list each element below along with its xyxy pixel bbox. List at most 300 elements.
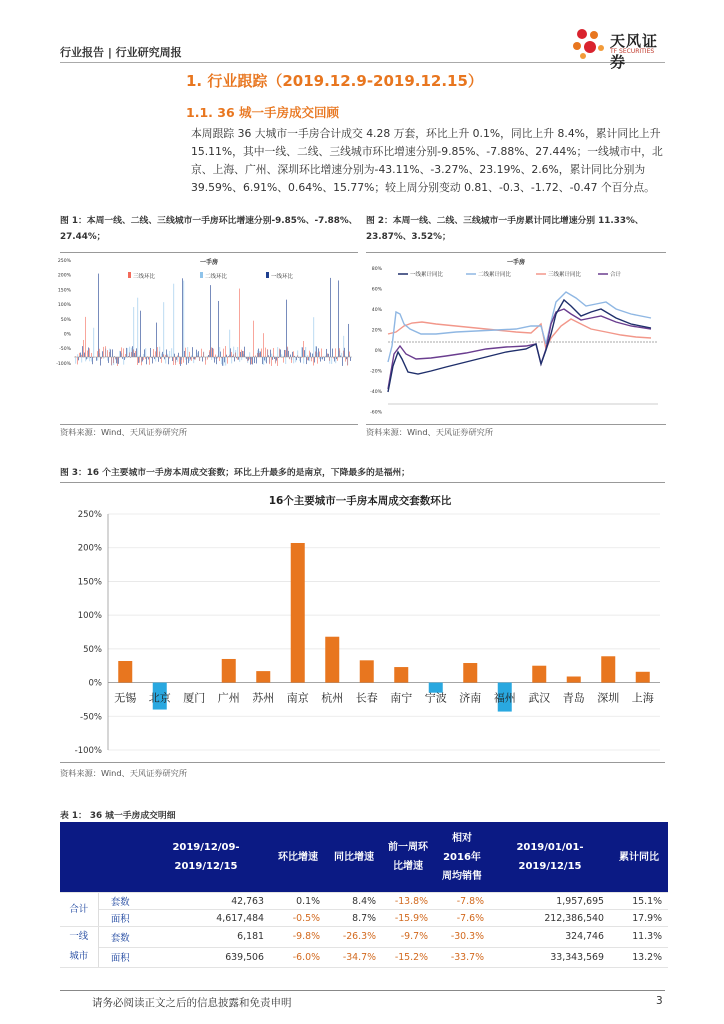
bar-苏州 — [256, 671, 270, 682]
fig1-bar — [335, 348, 336, 357]
x-tick-label: 杭州 — [321, 691, 344, 705]
fig1-bar — [284, 350, 285, 357]
fig1-bar — [149, 357, 150, 365]
table-header-cell: 前一周环比增速 — [382, 822, 434, 893]
transaction-table — [60, 822, 668, 968]
fig1-bar — [286, 357, 287, 364]
y-tick-label: -50% — [59, 347, 71, 353]
fig1-bar — [98, 357, 99, 361]
fig1-bar — [307, 357, 308, 360]
y-tick-label: 150% — [77, 577, 102, 588]
fig1-bar — [124, 357, 125, 360]
fig1-bar — [82, 357, 83, 362]
y-tick-label: -20% — [370, 369, 382, 375]
y-tick-label: 150% — [57, 288, 71, 294]
fig1-bar — [88, 357, 89, 359]
table-cell: -0.5% — [270, 910, 326, 927]
legend-label: 三线累计同比 — [548, 272, 582, 278]
table-row-label: 套数 — [98, 893, 142, 910]
fig1-bar — [206, 357, 207, 360]
table-cell: 212,386,540 — [490, 910, 610, 927]
fig1-bar — [165, 355, 166, 357]
fig1-bar — [302, 347, 303, 357]
fig1-bar — [344, 348, 345, 357]
fig1-bar — [97, 351, 98, 357]
fig1-bar — [200, 357, 201, 361]
table-cell: -7.8% — [434, 893, 490, 910]
fig1-bar — [261, 349, 262, 357]
fig1-bar — [264, 357, 265, 360]
fig2-title: 一手房 — [506, 259, 526, 266]
figure3-bottom-rule — [60, 762, 665, 763]
fig1-bar — [250, 357, 251, 365]
figure1-bottom-rule — [60, 424, 358, 425]
fig1-bar — [170, 351, 171, 357]
fig1-bar — [182, 278, 183, 357]
fig1-bar — [207, 357, 208, 360]
figure2-source: 资料来源：Wind、天风证券研究所 — [366, 427, 494, 437]
fig1-bar — [270, 357, 271, 363]
fig1-bar — [140, 311, 141, 357]
y-tick-label: 0% — [88, 678, 102, 689]
x-tick-label: 无锡 — [114, 691, 137, 705]
fig1-bar — [338, 280, 339, 357]
x-tick-label: 宁波 — [424, 691, 447, 705]
table-cell: 15.1% — [610, 893, 668, 910]
fig1-bar — [219, 357, 220, 361]
table-cell: -33.7% — [434, 947, 490, 968]
fig1-bar — [222, 357, 223, 366]
fig1-bar — [81, 355, 82, 357]
table-cell: 6,181 — [142, 927, 270, 948]
y-tick-label: -50% — [80, 712, 102, 723]
fig1-bar — [114, 357, 115, 365]
fig1-bar — [350, 357, 351, 361]
fig1-bar — [246, 357, 247, 359]
fig1-bar — [174, 354, 175, 357]
fig1-bar — [157, 347, 158, 357]
table-cell: -7.6% — [434, 910, 490, 927]
fig1-bar — [272, 357, 273, 360]
fig1-bar — [102, 351, 103, 357]
y-tick-label: 200% — [77, 543, 102, 554]
figure2-bottom-rule — [366, 424, 666, 425]
legend-label: 一线环比 — [271, 274, 294, 280]
fig1-bar — [136, 348, 137, 357]
fig1-bar — [96, 357, 97, 361]
fig1-bar — [144, 349, 145, 357]
fig1-bar — [348, 324, 349, 357]
y-tick-label: 250% — [57, 259, 71, 264]
fig1-bar — [112, 357, 113, 366]
fig1-bar — [313, 357, 314, 365]
fig1-bar — [266, 357, 267, 363]
y-tick-label: 80% — [371, 267, 382, 272]
fig1-bar — [296, 357, 297, 360]
fig1-bar — [85, 317, 86, 357]
figure2-caption: 图 2：本周一线、二线、三线城市一手房累计同比增速分别 11.33%、23.87%、3.52%； — [366, 216, 644, 242]
fig1-bar — [230, 348, 231, 357]
fig1-bar — [160, 347, 161, 357]
x-tick-label: 深圳 — [597, 691, 620, 705]
fig1-bar — [186, 357, 187, 365]
table-cell: 0.1% — [270, 893, 326, 910]
fig1-bar — [348, 357, 349, 365]
fig1-bar — [288, 351, 289, 357]
table-cell: -26.3% — [326, 927, 382, 948]
footer-disclaimer: 请务必阅读正文之后的信息披露和免责申明 — [92, 997, 292, 1009]
brand-logo — [568, 26, 668, 71]
fig1-bar — [172, 357, 173, 361]
fig1-bar — [234, 347, 235, 357]
fig1-bar — [278, 347, 279, 357]
fig1-bar — [190, 357, 191, 359]
fig1-bar — [128, 348, 129, 357]
fig1-bar — [201, 349, 202, 357]
fig1-bar — [191, 357, 192, 361]
fig1-bar — [123, 348, 124, 357]
fig1-bar — [214, 357, 215, 363]
fig1-bar — [350, 355, 351, 357]
fig1-bar — [248, 357, 249, 360]
fig1-bar — [158, 357, 159, 362]
fig1-bar — [318, 348, 319, 357]
fig1-bar — [282, 354, 283, 357]
fig1-bar — [253, 321, 254, 357]
fig1-bar — [89, 348, 90, 357]
fig1-bar — [240, 357, 241, 362]
fig1-bar — [271, 357, 272, 366]
fig1-bar — [220, 352, 221, 357]
fig1-bar — [98, 274, 99, 357]
fig1-bar — [330, 278, 331, 357]
logo-name: 天风证券 — [610, 32, 659, 71]
y-tick-label: -100% — [74, 746, 102, 756]
figure1-top-rule — [60, 252, 358, 253]
table-header-cell: 2019/12/09-2019/12/15 — [142, 822, 270, 893]
fig1-bar — [146, 357, 147, 364]
x-tick-label: 苏州 — [252, 691, 275, 705]
table-row — [60, 893, 668, 910]
logo-subtitle: TF SECURITIES — [610, 48, 655, 55]
bar-长春 — [360, 660, 374, 682]
table-cell: -30.3% — [434, 927, 490, 948]
fig1-bar — [263, 333, 264, 357]
fig1-bar — [292, 352, 293, 357]
fig1-bar — [337, 357, 338, 361]
fig1-bar — [226, 355, 227, 357]
fig1-bar — [185, 348, 186, 357]
fig1-bar — [277, 357, 278, 366]
fig1-bar — [252, 357, 253, 364]
fig1-bar — [80, 353, 81, 357]
table-cell: -34.7% — [326, 947, 382, 968]
table-cell: -9.7% — [382, 927, 434, 948]
fig1-bar — [78, 357, 79, 360]
table-cell: 11.3% — [610, 927, 668, 948]
bar-青岛 — [567, 677, 581, 683]
fig1-bar — [100, 353, 101, 357]
fig1-bar — [107, 350, 108, 357]
y-tick-label: 0% — [374, 349, 382, 354]
table-cell: 639,506 — [142, 947, 270, 968]
table-header-cell — [60, 822, 98, 893]
y-tick-label: 50% — [83, 644, 102, 655]
fig1-bar — [164, 302, 165, 357]
fig1-bar — [306, 357, 307, 364]
fig1-bar — [134, 307, 135, 357]
fig1-bar — [77, 357, 78, 364]
fig1-bar — [210, 285, 211, 357]
fig1-bar — [215, 355, 216, 357]
fig1-bar — [161, 357, 162, 363]
fig1-bar — [174, 284, 175, 357]
fig1-bar — [166, 357, 167, 364]
fig1-bar — [122, 353, 123, 357]
fig1-bar — [332, 357, 333, 364]
legend-label: 三线环比 — [133, 274, 156, 280]
fig1-bar — [265, 348, 266, 357]
table-cell: 1,957,695 — [490, 893, 610, 910]
fig1-bar — [345, 357, 346, 362]
fig1-bar — [239, 289, 240, 357]
fig1-bar — [298, 350, 299, 357]
fig1-bar — [270, 350, 271, 357]
bar-杭州 — [325, 637, 339, 683]
fig1-bar — [328, 354, 329, 357]
fig1-bar — [242, 357, 243, 360]
fig1-bar — [320, 357, 321, 362]
fig1-bar — [314, 357, 315, 362]
fig1-bar — [254, 357, 255, 363]
x-tick-label: 青岛 — [562, 691, 585, 705]
y-tick-label: 40% — [371, 308, 382, 313]
fig1-bar — [211, 347, 212, 357]
fig1-bar — [224, 357, 225, 362]
fig1-bar — [227, 357, 228, 364]
y-tick-label: 100% — [57, 303, 71, 309]
fig1-bar — [213, 349, 214, 357]
series-line-total — [388, 309, 651, 389]
logo-mark-icon — [568, 26, 608, 60]
table-header-cell: 累计同比 — [610, 822, 668, 893]
fig1-bar — [130, 347, 131, 357]
figure2-chart — [366, 254, 666, 422]
fig1-title: 一手房 — [199, 259, 219, 266]
legend-swatch — [266, 272, 269, 278]
fig1-bar — [134, 353, 135, 357]
fig1-bar — [317, 357, 318, 364]
bar-武汉 — [532, 666, 546, 683]
fig1-bar — [78, 354, 79, 357]
fig1-bar — [126, 348, 127, 357]
bar-济南 — [463, 663, 477, 683]
fig1-bar — [319, 352, 320, 357]
x-tick-label: 长春 — [355, 691, 378, 705]
fig1-bar — [303, 341, 304, 357]
table-row-label: 套数 — [98, 927, 142, 948]
fig1-bar — [238, 347, 239, 357]
fig1-bar — [146, 348, 147, 357]
fig1-bar — [86, 357, 87, 359]
fig1-bar — [283, 357, 284, 363]
fig1-bar — [137, 357, 138, 365]
fig1-bar — [118, 357, 119, 364]
fig1-bar — [326, 349, 327, 357]
fig1-bar — [178, 357, 179, 362]
fig1-bar — [238, 357, 239, 360]
y-tick-label: 0% — [63, 332, 71, 338]
table-cell: 13.2% — [610, 947, 668, 968]
figure1-source: 资料来源：Wind、天风证券研究所 — [60, 427, 188, 437]
fig1-bar — [310, 352, 311, 357]
table-cell: 8.4% — [326, 893, 382, 910]
fig1-bar — [316, 346, 317, 357]
fig1-bar — [321, 349, 322, 357]
header-breadcrumb: 行业报告 | 行业研究周报 — [60, 46, 182, 59]
bar-无锡 — [118, 661, 132, 683]
section-heading: 1. 行业跟踪（2019.12.9-2019.12.15） — [186, 72, 483, 90]
fig1-bar — [231, 352, 232, 357]
fig1-bar — [84, 353, 85, 357]
fig1-bar — [138, 298, 139, 357]
fig1-bar — [237, 357, 238, 360]
fig1-bar — [155, 351, 156, 357]
fig1-bar — [154, 357, 155, 359]
fig1-bar — [108, 357, 109, 363]
fig1-bar — [285, 350, 286, 357]
fig1-bar — [100, 357, 101, 366]
fig1-bar — [240, 352, 241, 357]
fig1-bar — [198, 351, 199, 357]
fig1-bar — [212, 357, 213, 360]
fig1-bar — [122, 357, 123, 359]
y-tick-label: -100% — [56, 361, 71, 367]
x-tick-label: 北京 — [148, 691, 171, 705]
figure3-caption: 图 3：16 个主要城市一手房本周成交套数；环比上升最多的是南京，下降最多的是福州； — [60, 468, 410, 478]
fig1-bar — [138, 357, 139, 363]
table-cell: -13.8% — [382, 893, 434, 910]
fig1-bar — [103, 347, 104, 357]
fig1-bar — [310, 357, 311, 361]
figure3-chart — [60, 486, 665, 758]
figure1-caption: 图 1：本周一线、二线、三线城市一手房环比增速分别-9.85%、-7.88%、27.44%； — [60, 216, 358, 242]
fig1-bar — [342, 353, 343, 357]
fig1-bar — [76, 357, 77, 364]
table-cell: -15.9% — [382, 910, 434, 927]
fig1-bar — [154, 355, 155, 357]
table-cell: -15.2% — [382, 947, 434, 968]
figure2-top-rule — [366, 252, 666, 253]
x-tick-label: 上海 — [631, 691, 654, 705]
fig1-bar — [152, 357, 153, 363]
fig1-bar — [106, 349, 107, 357]
fig1-bar — [268, 355, 269, 357]
bar-南京 — [291, 543, 305, 683]
fig1-bar — [336, 357, 337, 359]
fig1-bar — [143, 357, 144, 360]
table-row — [60, 927, 668, 948]
table-header-row — [60, 822, 668, 893]
figure3-source: 资料来源：Wind、天风证券研究所 — [60, 768, 188, 778]
table-header-cell: 环比增速 — [270, 822, 326, 893]
fig1-bar — [110, 349, 111, 357]
table-row-label: 面积 — [98, 947, 142, 968]
fig1-bar — [273, 348, 274, 357]
fig1-bar — [82, 346, 83, 357]
table-header-cell — [98, 822, 142, 893]
fig1-bar — [324, 357, 325, 361]
fig1-bar — [173, 357, 174, 365]
x-tick-label: 广州 — [217, 691, 240, 705]
fig1-bar — [236, 350, 237, 357]
fig1-bar — [332, 349, 333, 357]
x-tick-label: 南宁 — [390, 691, 413, 705]
y-tick-label: 100% — [77, 611, 102, 622]
legend-swatch — [200, 272, 203, 278]
x-tick-label: 南京 — [286, 691, 309, 705]
fig1-bar — [218, 301, 219, 357]
fig1-bar — [156, 323, 157, 357]
fig1-bar — [94, 328, 95, 357]
y-tick-label: 250% — [77, 510, 102, 520]
fig1-bar — [160, 357, 161, 359]
fig1-bar — [293, 351, 294, 357]
fig1-bar — [276, 357, 277, 361]
y-tick-label: -60% — [370, 410, 382, 416]
fig1-bar — [312, 354, 313, 357]
legend-label: 二线累计同比 — [478, 272, 512, 278]
fig1-bar — [172, 348, 173, 357]
fig1-bar — [294, 357, 295, 363]
fig1-bar — [168, 357, 169, 364]
fig1-bar — [120, 351, 121, 357]
legend-label: 二线环比 — [205, 274, 228, 280]
bar-南宁 — [394, 667, 408, 683]
y-tick-label: -40% — [370, 390, 382, 395]
fig1-bar — [225, 346, 226, 357]
x-tick-label: 福州 — [493, 691, 516, 705]
fig1-bar — [194, 357, 195, 359]
legend-label: 合计 — [610, 272, 622, 278]
fig1-bar — [104, 357, 105, 359]
fig1-bar — [274, 357, 275, 359]
figure3-top-rule — [60, 482, 665, 483]
fig1-bar — [258, 349, 259, 357]
fig1-bar — [280, 349, 281, 357]
fig1-bar — [83, 340, 84, 357]
table-header-cell: 2019/01/01-2019/12/15 — [490, 822, 610, 893]
table-cell: 42,763 — [142, 893, 270, 910]
x-tick-label: 厦门 — [183, 691, 206, 705]
fig1-bar — [223, 349, 224, 357]
fig1-bar — [249, 357, 250, 359]
table-row — [60, 947, 668, 968]
fig1-bar — [308, 357, 309, 360]
fig1-bar — [168, 354, 169, 357]
fig1-bar — [164, 357, 165, 359]
fig1-bar — [184, 281, 185, 357]
fig1-bar — [256, 357, 257, 364]
header-divider — [60, 62, 665, 63]
fig1-bar — [196, 350, 197, 357]
fig1-bar — [286, 300, 287, 357]
fig1-bar — [241, 350, 242, 357]
fig1-bar — [184, 351, 185, 357]
y-tick-label: 50% — [60, 317, 71, 323]
body-paragraph: 本周跟踪 36 大城市一手房合计成交 4.28 万套，环比上升 0.1%，同比上升 8.4%，累计同比上升 15.11%，其中一线、二线、三线城市环比增速分别-9.85%、-7.88%、27.44%；一线城市中，北京、上海、广州、深圳环比增速分别为-43.11%、-3.27%、23.19%、2.6%，累计同比分别为 39.59%、6.91%、0.64%、15.77%；较上周分别变动 0.81、-0.3、-1.72、-0.47 个百分点。 — [191, 127, 663, 194]
figure1-chart — [56, 254, 358, 422]
